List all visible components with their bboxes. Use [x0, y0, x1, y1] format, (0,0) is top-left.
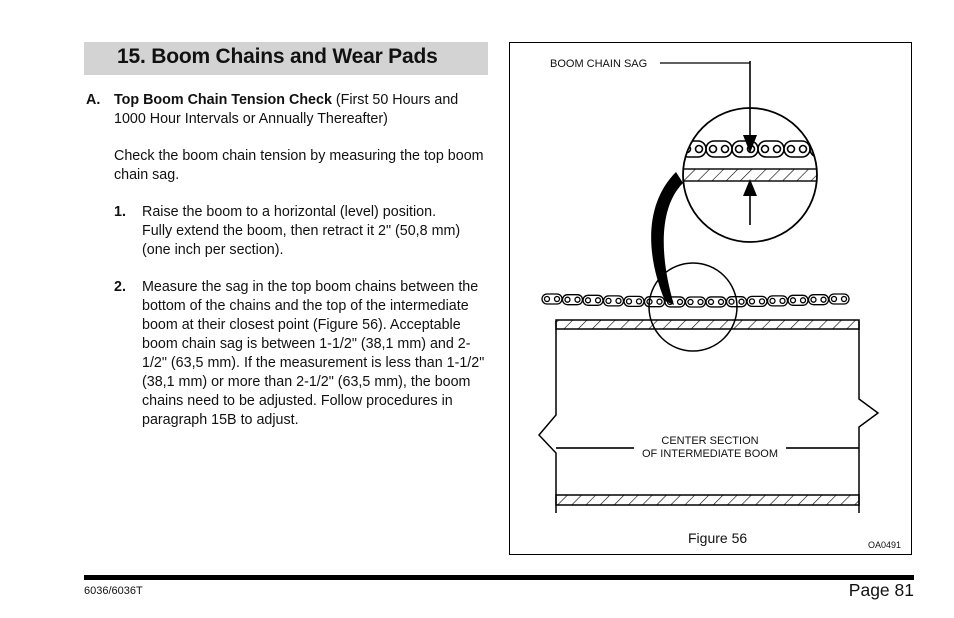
chain-pin — [555, 297, 560, 302]
figure-56 — [509, 42, 912, 555]
boom-chain-diagram — [510, 43, 913, 556]
chain-pin — [821, 297, 826, 302]
callout-boom-chain-sag: BOOM CHAIN SAG — [550, 58, 648, 70]
page-number: Page 81 — [848, 580, 914, 600]
chain-pin-enlarged — [826, 146, 833, 153]
chain-pin — [688, 300, 693, 305]
chain-pin — [791, 298, 796, 303]
chain-pin — [606, 298, 611, 303]
chain-pin — [575, 297, 580, 302]
subsection-label: A. — [86, 92, 101, 108]
bottom-wear-pad — [556, 495, 859, 505]
callout-center-section — [634, 435, 786, 461]
chain-pin — [811, 297, 816, 302]
chain-pin — [709, 299, 714, 304]
chain-pin — [780, 298, 785, 303]
chain-pin — [678, 299, 683, 304]
chain-pin — [842, 297, 847, 302]
chain-pin — [750, 299, 755, 304]
subsection-heading-rest: (First 50 Hours and 1000 Hour Intervals or Annually Thereafter) — [114, 92, 459, 127]
chain-pin — [657, 299, 662, 304]
section-title-bar — [84, 42, 488, 75]
chain-pin — [832, 297, 837, 302]
chain-pin — [627, 299, 632, 304]
subsection-heading — [114, 91, 484, 129]
step-number: 2. — [114, 279, 126, 295]
step-number: 1. — [114, 204, 126, 220]
chain-pin — [637, 299, 642, 304]
chain-pin — [586, 298, 591, 303]
chain-pin — [545, 297, 550, 302]
chain-pin — [596, 298, 601, 303]
step-text: Raise the boom to a horizontal (level) position. Fully extend the boom, then retract it 2" (50,8 mm) (one inch per section). — [142, 204, 461, 258]
chain-pin — [729, 299, 734, 304]
chain-pin — [616, 298, 621, 303]
footer-model: 6036/6036T — [84, 585, 143, 597]
chain-pin — [698, 300, 703, 305]
section-title: 15. Boom Chains and Wear Pads — [117, 45, 438, 68]
footer-rule — [84, 575, 914, 580]
figure-code: OA0491 — [867, 540, 901, 550]
chain-pin — [801, 298, 806, 303]
callout-center-line2: OF INTERMEDIATE BOOM — [641, 448, 779, 460]
enlarged-detail — [670, 61, 840, 242]
subsection-heading-bold: Top Boom Chain Tension Check — [114, 92, 332, 108]
top-wear-pad — [556, 320, 859, 329]
callout-center-line1: CENTER SECTION — [661, 435, 759, 447]
chain-pin — [719, 299, 724, 304]
magnifier-connector — [651, 172, 683, 305]
chain-pin-enlarged — [814, 146, 821, 153]
chain-pin — [760, 299, 765, 304]
boom-chain — [542, 294, 849, 307]
chain-pin — [770, 298, 775, 303]
chain-pin — [565, 297, 570, 302]
step-text: Measure the sag in the top boom chains between the bottom of the chains and the top of the intermediate boom at their closest point (Figure 56). Acceptable boom chain sag is between 1-1/2" (38,1 mm) and 2-1/2" (63,5 mm). If the measurement is less than 1-1/2" (38,1 mm) or more than 2-1/2" (63,5 mm), the boom chains need to be adjusted. Follow procedures in paragraph 15B to adjust. — [142, 279, 485, 428]
subsection-intro: Check the boom chain tension by measuring the top boom chain sag. — [114, 148, 484, 183]
figure-caption: Figure 56 — [688, 530, 748, 546]
chain-pin — [739, 299, 744, 304]
